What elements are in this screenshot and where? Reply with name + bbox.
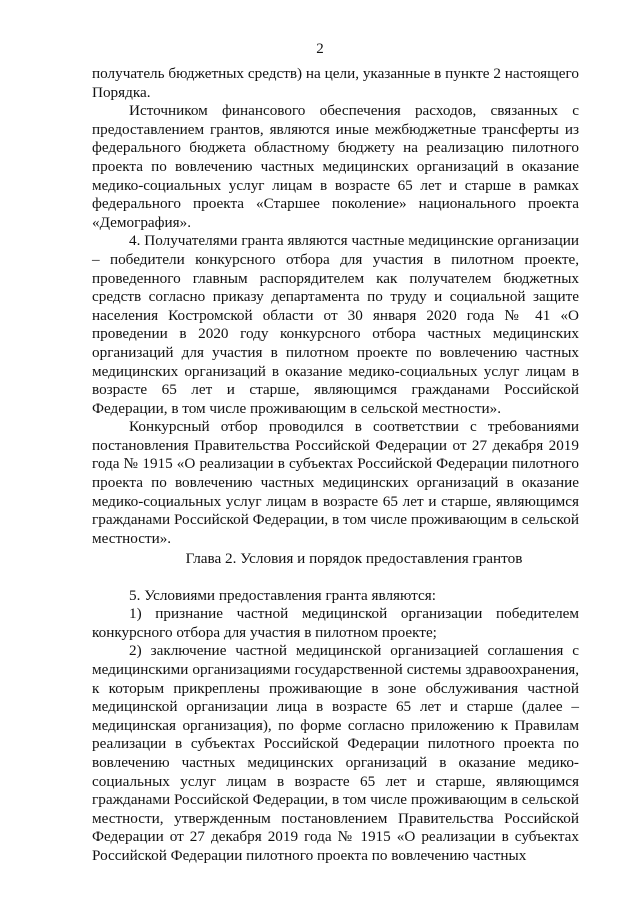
paragraph-competitive-selection: Конкурсный отбор проводился в соответствии с требованиями постановления Правительства Российской Федерации от 27 декабря 2019 года № 1915 «О реализации в субъектах Российской Федерации пилотного проекта по вовлечению частных медицинских организаций в оказание медико-социальных услуг лицам в возрасте 65 лет и старше, являющимся гражданами Российской Федерации, в том числе проживающим в сельской местности».: [92, 418, 579, 547]
paragraph-item-5: 5. Условиями предоставления гранта являются:: [129, 586, 436, 604]
chapter-title: Глава 2. Условия и порядок предоставления грантов: [185, 550, 523, 567]
paragraph-subitem-2: 2) заключение частной медицинской организацией соглашения с медицинскими организациями государственной системы здравоохранения, к которым прикреплены проживающие в зоне обслуживания частной медицинской организации лица в возрасте 65 лет и старше (далее – медицинская организация), по форме согласно приложению к Правилам реализации в субъектах Российской Федерации пилотного проекта по вовлечению частных медицинских организаций в оказание медико-социальных услуг лицам в возрасте 65 лет и старше, являющимся гражданами Российской Федерации, в том числе проживающим в сельской местности, утвержденным постановлением Правительства Российской Федерации от 27 декабря 2019 года № 1915 «О реализации в субъектах Российской Федерации пилотного проекта по вовлечению частных: [92, 642, 579, 864]
text-block-bottom: [92, 550, 579, 866]
paragraph-subitem-1: 1) признание частной медицинской организации победителем конкурсного отбора для участия в пилотном проекте;: [92, 605, 579, 641]
page-number: 2: [316, 41, 324, 57]
paragraph-continuation: получатель бюджетных средств) на цели, указанные в пункте 2 настоящего Порядка.: [92, 65, 579, 101]
paragraph-funding-source: Источником финансового обеспечения расходов, связанных с предоставлением грантов, являются иные межбюджетные трансферты из федерального бюджета областному бюджету на реализацию пилотного проекта по вовлечению частных медицинских организаций в оказание медико-социальных услуг лицам в возрасте 65 лет и старше в рамках федерального проекта «Старшее поколение» национального проекта «Демография».: [92, 102, 579, 231]
paragraph-item-4: 4. Получателями гранта являются частные медицинские организации – победители конкурсного отбора для участия в пилотном проекте, проведенного главным распорядителем как получателем бюджетных средств согласно приказу департамента по труду и социальной защите населения Костромской области от 30 января 2020 года № 41 «О проведении в 2020 году конкурсного отбора частных медицинских организаций для участия в пилотном проекте по вовлечению частных медицинских организаций в оказание медико-социальных услуг лицам в возрасте 65 лет и старше, являющимся гражданами Российской Федерации, в том числе проживающим в сельской местности».: [92, 232, 579, 417]
text-block-top: [92, 65, 579, 548]
